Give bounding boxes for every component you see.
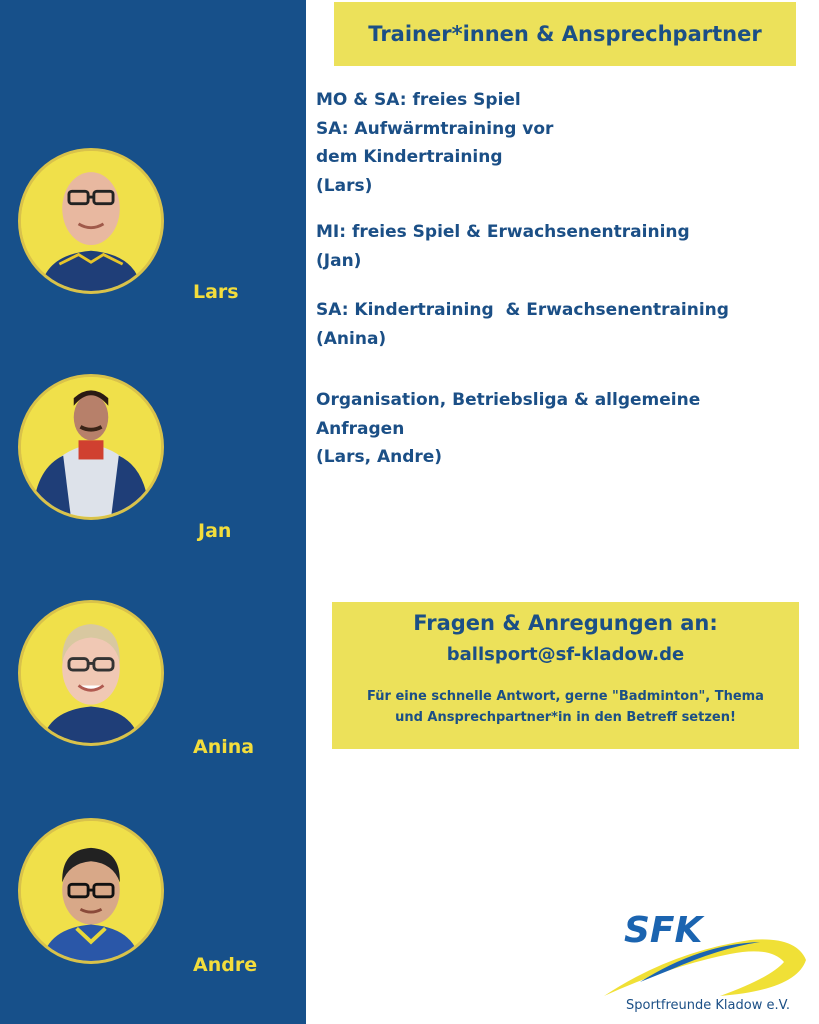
trainer-name-andre: Andre: [193, 954, 258, 976]
person-photo-icon: [21, 377, 161, 517]
schedule-line: Anfragen: [316, 418, 405, 439]
schedule-line: dem Kindertraining: [316, 147, 503, 167]
logo-name: Sportfreunde Kladow e.V.: [626, 998, 790, 1013]
schedule-block-jan: [316, 218, 690, 275]
logo-text: SFK: [624, 910, 703, 951]
schedule-block-anina: [316, 296, 729, 353]
schedule-block-lars: [316, 86, 553, 200]
trainer-name-anina: Anina: [193, 736, 255, 758]
schedule-line: SA: Aufwärmtraining vor: [316, 118, 554, 139]
schedule-line: MO & SA: freies Spiel: [316, 90, 521, 110]
schedule-line: (Lars): [316, 175, 373, 196]
page-title: Trainer*innen & Ansprechpartner: [334, 2, 796, 66]
avatar-andre: [18, 818, 164, 964]
contact-note-line: Für eine schnelle Antwort, gerne "Badminton", Thema: [367, 689, 764, 704]
trainer-name-jan: Jan: [198, 520, 232, 542]
schedule-block-organisation: [316, 386, 700, 472]
contact-note-line: und Ansprechpartner*in in den Betreff setzen!: [395, 710, 736, 725]
schedule-line: SA: Kindertraining & Erwachsenentraining: [316, 300, 729, 320]
trainer-name-lars: Lars: [193, 281, 239, 303]
person-photo-icon: [21, 821, 161, 961]
avatar-anina: [18, 600, 164, 746]
schedule-line: (Lars, Andre): [316, 447, 443, 467]
schedule-line: Organisation, Betriebsliga & allgemeine: [316, 390, 701, 410]
person-photo-icon: [21, 151, 161, 291]
contact-note: [332, 686, 799, 728]
avatar-lars: [18, 148, 164, 294]
schedule-line: MI: freies Spiel & Erwachsenentraining: [316, 222, 690, 242]
schedule-line: (Jan): [316, 250, 362, 271]
contact-email-link[interactable]: ballsport@sf-kladow.de: [446, 644, 685, 665]
contact-title: Fragen & Anregungen an:: [413, 611, 718, 635]
schedule-line: (Anina): [316, 328, 387, 349]
contact-box: [332, 602, 799, 749]
avatar-jan: [18, 374, 164, 520]
person-photo-icon: [21, 603, 161, 743]
sidebar: [0, 0, 306, 1024]
